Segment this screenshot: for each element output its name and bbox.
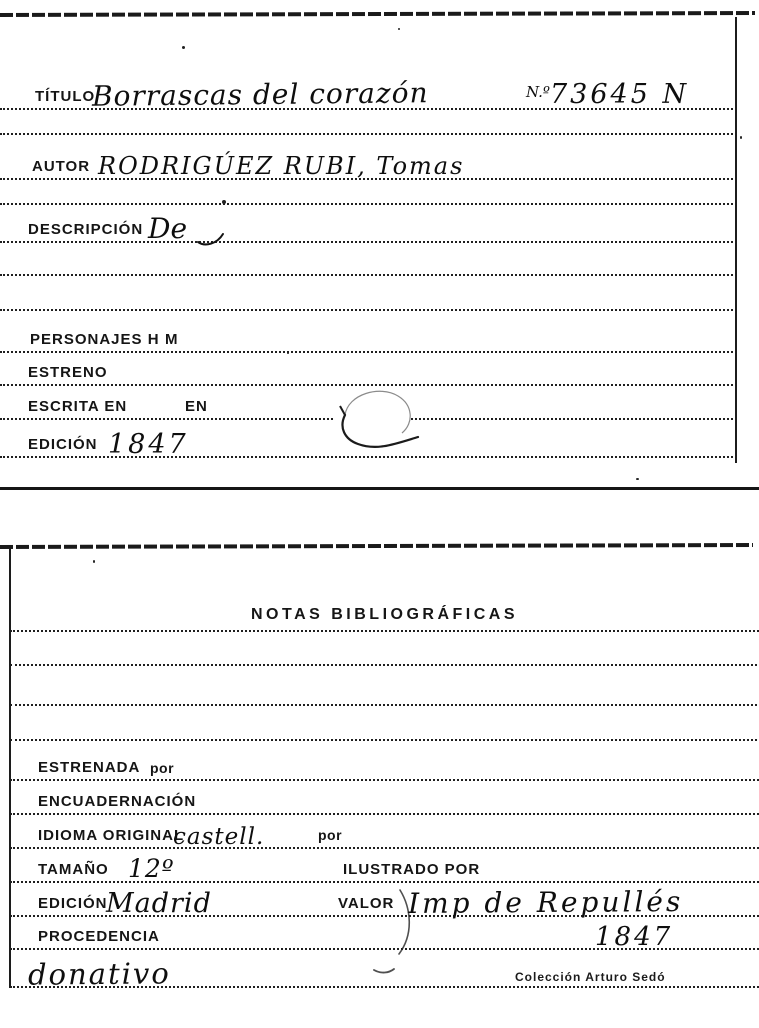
ruled-line — [0, 309, 737, 311]
scan-speck — [740, 136, 742, 139]
collection-stamp: Colección Arturo Sedó — [515, 970, 666, 984]
descripcion-label: DESCRIPCIÓN — [28, 221, 144, 238]
ruled-line — [0, 274, 737, 276]
valor-label: VALOR — [338, 895, 395, 912]
field-row-idioma — [10, 815, 759, 849]
field-row-tamano — [10, 849, 759, 883]
card1-right-border — [735, 17, 737, 463]
personajes-label: PERSONAJES H — [30, 331, 160, 348]
procedencia-label: PROCEDENCIA — [38, 928, 160, 945]
field-row-titulo — [0, 70, 737, 113]
scan-speck — [287, 352, 289, 354]
estrenada-por-label: por — [150, 760, 175, 776]
notes-header: NOTAS BIBLIOGRÁFICAS — [250, 606, 519, 623]
titulo-label: TÍTULO — [35, 88, 96, 105]
estrenada-label: ESTRENADA — [38, 759, 141, 776]
ilustrado-por-label: ILUSTRADO POR — [343, 861, 481, 878]
procedencia-value: donativo — [27, 956, 171, 992]
ruled-line — [10, 704, 757, 706]
edicion2-value: Madrid — [106, 888, 212, 919]
ink-smudge-curve — [348, 886, 428, 981]
encuadernacion-label: ENCUADERNACIÓN — [38, 793, 197, 810]
field-row-estreno — [0, 356, 737, 386]
edicion2-label: EDICIÓN — [38, 895, 108, 912]
scan-speck — [222, 200, 226, 204]
scan-speck — [636, 478, 639, 480]
estreno-label: ESTRENO — [28, 364, 108, 381]
scan-speck — [182, 46, 185, 49]
field-row-descripcion — [0, 203, 737, 243]
idioma-value: castell. — [173, 824, 265, 850]
field-row-personajes — [0, 323, 737, 353]
field-row-autor — [0, 140, 737, 180]
autor-value: RODRIGÚEZ RUBI, Tomas — [98, 152, 465, 180]
autor-label: AUTOR — [32, 158, 91, 175]
tamano-label: TAMAÑO — [38, 861, 109, 878]
field-row-estrenada — [10, 749, 759, 781]
edicion-label: EDICIÓN — [28, 436, 98, 453]
idioma-por-label: por — [318, 827, 343, 843]
anio-value: 1847 — [595, 922, 674, 952]
card-number-label: N.º — [526, 83, 550, 101]
notes-header-row — [10, 584, 759, 632]
idioma-original-label: IDIOMA ORIGINAL — [38, 827, 185, 844]
ruled-line — [10, 739, 757, 741]
en-label: EN — [185, 398, 208, 415]
scan-speck — [398, 28, 400, 30]
titulo-value: Borrascas del corazón — [91, 76, 429, 113]
card1-bottom-edge — [0, 487, 759, 490]
ruled-line — [10, 664, 757, 666]
tamano-value: 12º — [128, 854, 175, 883]
pen-flourish-mark — [196, 230, 226, 248]
edicion-value: 1847 — [108, 429, 189, 460]
ink-smudge-blob — [325, 383, 425, 468]
descripcion-value: De — [148, 212, 188, 245]
personajes-m-label: M — [165, 331, 179, 348]
card-number-value: 73645 N — [550, 79, 690, 110]
scan-speck — [93, 560, 95, 563]
ruled-line — [0, 133, 737, 135]
escrita-en-label: ESCRITA EN — [28, 398, 128, 415]
valor-value: Imp de Repullés — [407, 885, 684, 920]
field-row-encuadernacion — [10, 783, 759, 815]
